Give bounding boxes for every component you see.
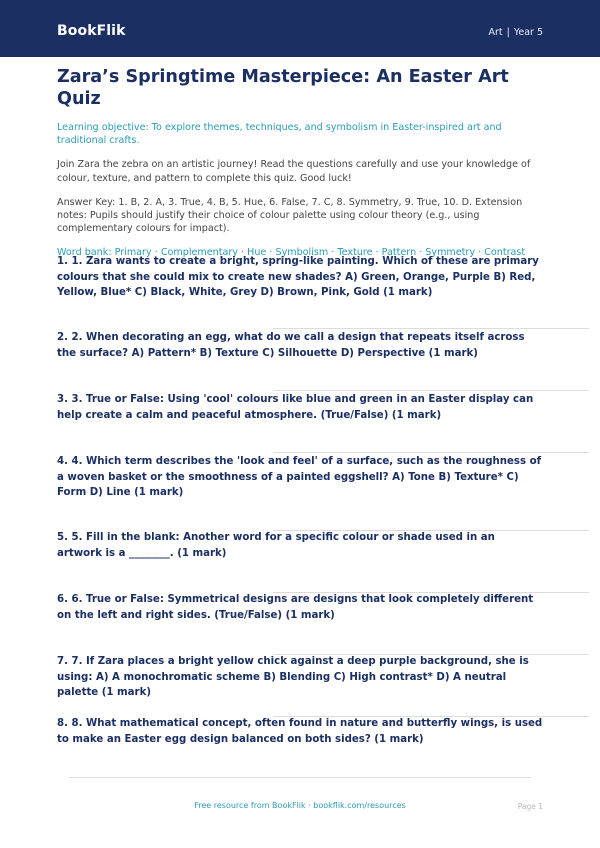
question-text: 8. 8. What mathematical concept, often found in nature and butterfly wings, is used to make an Easter egg design balanced on both sides? (1 mark)	[57, 718, 543, 745]
question-item	[57, 330, 543, 361]
question-item	[57, 254, 543, 301]
header-meta	[488, 27, 543, 38]
year-label: Year 5	[513, 27, 543, 38]
question-text: 2. 2. When decorating an egg, what do we call a design that repeats itself across the surface? A) Pattern* B) Texture C) Silhouette D) Perspective (1 mark)	[57, 332, 525, 359]
question-text: 4. 4. Which term describes the 'look and feel' of a surface, such as the roughness of a woven basket or the smoothness of a painted eggshell? A) Tone B) Texture* C) Form D) Line (1 mark)	[57, 456, 542, 499]
answer-line	[273, 390, 589, 391]
intro-section	[57, 66, 543, 260]
answer-line	[273, 452, 589, 453]
word-bank: Word bank: Primary · Complementary · Hue · Symbolism · Texture · Pattern · Symmetry · Contrast	[57, 247, 526, 259]
question-item	[57, 592, 543, 623]
page-header	[0, 0, 600, 57]
answer-key: Answer Key: 1. B, 2. A, 3. True, 4. B, 5. Hue, 6. False, 7. C, 8. Symmetry, 9. True, 10. D. Extension notes: Pupils should justify their choice of colour palette using colour theory (e.g., using complementary colours for impact).	[57, 196, 523, 235]
question-text: 3. 3. True or False: Using 'cool' colours like blue and green in an Easter display can help create a calm and peaceful atmosphere. (True/False) (1 mark)	[57, 394, 534, 421]
question-text: 5. 5. Fill in the blank: Another word for a specific colour or shade used in an artwork is a ________. (1 mark)	[57, 532, 495, 559]
learning-objective: Learning objective: To explore themes, techniques, and symbolism in Easter-inspired art and traditional crafts.	[57, 122, 502, 147]
intro-paragraph: Join Zara the zebra on an artistic journey! Read the questions carefully and use your knowledge of colour, texture, and pattern to complete this quiz. Good luck!	[57, 159, 531, 184]
question-item	[57, 454, 543, 501]
meta-separator: |	[506, 27, 510, 38]
page-title: Zara’s Springtime Masterpiece: An Easter Art Quiz	[57, 67, 509, 109]
brand-logo[interactable]: BookFlik	[57, 23, 126, 39]
question-text: 1. 1. Zara wants to create a bright, spring-like painting. Which of these are primary colours that she could mix to create new shades? A) Green, Orange, Purple B) Red, Yellow, Blue* C) Black, White, Grey D) Brown, Pink, Gold (1 mark)	[57, 256, 539, 299]
question-item	[57, 654, 543, 701]
question-text: 6. 6. True or False: Symmetrical designs are designs that look completely different on the left and right sides. (True/False) (1 mark)	[57, 594, 534, 621]
footer-divider	[69, 777, 531, 778]
question-text: 7. 7. If Zara places a bright yellow chick against a deep purple background, she is using: A) A monochromatic scheme B) Blending C) High contrast* D) A neutral palette (1 mark)	[57, 656, 529, 699]
question-item	[57, 392, 543, 423]
subject-label: Art	[488, 27, 503, 38]
footer-resource-link[interactable]: Free resource from BookFlik · bookflik.com/resources	[194, 801, 406, 810]
page-number: Page 1	[517, 802, 543, 811]
question-item	[57, 530, 543, 561]
question-item	[57, 716, 543, 747]
answer-line	[273, 328, 589, 329]
